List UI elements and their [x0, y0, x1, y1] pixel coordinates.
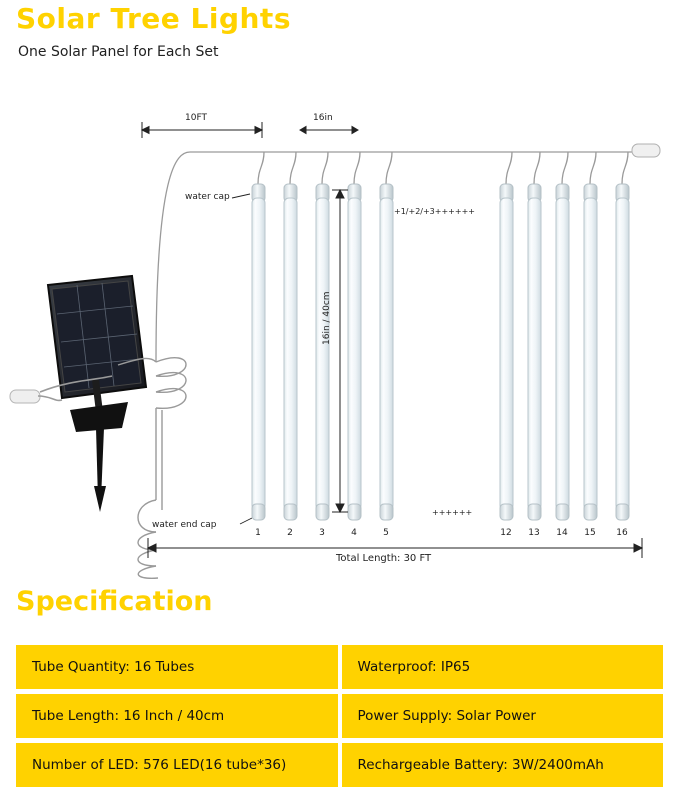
diagram-svg — [0, 80, 679, 580]
spec-cell-rechargeable-battery: Rechargeable Battery: 3W/2400mAh — [342, 743, 664, 787]
table-row — [16, 645, 663, 689]
label-tube-length: 16in / 40cm — [322, 291, 332, 345]
tube — [284, 184, 297, 520]
label-water-end-cap: water end cap — [152, 520, 217, 530]
tube-number: 15 — [584, 528, 596, 538]
tube — [316, 184, 329, 520]
tube — [348, 184, 361, 520]
table-row — [16, 743, 663, 787]
tube-number: 12 — [500, 528, 512, 538]
tube-number: 14 — [556, 528, 568, 538]
end-connector-plug — [632, 144, 660, 157]
specification-table — [12, 640, 667, 792]
tube-number: 1 — [255, 528, 261, 538]
tube-number: 2 — [287, 528, 293, 538]
label-sequence: +1/+2/+3++++++ — [394, 207, 475, 216]
tube-group — [252, 184, 629, 520]
tube — [556, 184, 569, 520]
spec-cell-number-of-led: Number of LED: 576 LED(16 tube*36) — [16, 743, 338, 787]
product-diagram — [0, 80, 679, 580]
tube — [252, 184, 265, 520]
tube — [616, 184, 629, 520]
label-ellipsis: ++++++ — [432, 508, 473, 517]
solar-panel — [10, 276, 146, 512]
tube — [380, 184, 393, 520]
coiled-lead-wire — [118, 358, 186, 579]
caption-leaders — [232, 194, 252, 524]
tube-number: 16 — [616, 528, 628, 538]
tube — [528, 184, 541, 520]
label-water-cap: water cap — [185, 192, 230, 202]
spec-cell-tube-quantity: Tube Quantity: 16 Tubes — [16, 645, 338, 689]
tube-number: 4 — [351, 528, 357, 538]
tube-number: 3 — [319, 528, 325, 538]
tube — [584, 184, 597, 520]
spec-cell-power-supply: Power Supply: Solar Power — [342, 694, 664, 738]
specification-title: Specification — [16, 586, 213, 617]
spec-cell-waterproof: Waterproof: IP65 — [342, 645, 664, 689]
tube-number: 13 — [528, 528, 540, 538]
label-lead-length: 10FT — [185, 113, 207, 123]
table-row — [16, 694, 663, 738]
page-subtitle: One Solar Panel for Each Set — [18, 44, 219, 60]
label-spacing: 16in — [313, 113, 333, 123]
tube — [500, 184, 513, 520]
spec-cell-tube-length: Tube Length: 16 Inch / 40cm — [16, 694, 338, 738]
tube-number: 5 — [383, 528, 389, 538]
label-total-length: Total Length: 30 FT — [336, 553, 432, 564]
page-title: Solar Tree Lights — [16, 2, 291, 35]
